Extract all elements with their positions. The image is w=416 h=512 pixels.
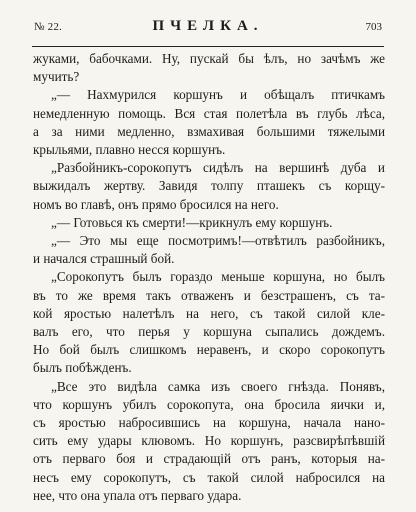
text-line: кой яростью налетѣлъ на него, съ такой силой кле- <box>33 305 385 321</box>
text-line: нее, что она упала отъ перваго удара. <box>33 487 242 503</box>
text-line: съ яростью набросившись на коршуна, начала нано- <box>33 415 385 431</box>
text-line: несъ ему сорокопутъ, съ такой силой набросился на <box>33 469 385 485</box>
text-line: и начался страшный бой. <box>33 251 175 267</box>
body-text <box>33 50 385 505</box>
text-line: мучить? <box>33 69 80 85</box>
text-line: „— Нахмурился коршунъ и обѣщалъ птичкамъ <box>51 87 385 103</box>
journal-title: ПЧЕЛКА. <box>152 18 264 34</box>
text-line: что коршунъ убилъ сорокопута, она бросила яички и, <box>33 396 385 412</box>
paragraph <box>33 86 385 159</box>
text-line: а за ними медленно, взмахивая большими тяжелыми <box>33 123 385 139</box>
text-line: въ то же время такъ отваженъ и безстрашенъ, съ та- <box>33 287 385 303</box>
page-number: 703 <box>365 21 382 33</box>
text-line: „Все это видѣла самка изъ своего гнѣзда. Понявъ, <box>51 378 385 394</box>
page-header <box>0 10 416 36</box>
paragraph <box>33 159 385 214</box>
text-line: „Разбойникъ-сорокопутъ сидѣлъ на вершинѣ дуба и <box>51 160 385 176</box>
text-line: валъ его, что перья у коршуна сыпались дождемъ. <box>33 324 385 340</box>
text-line: жуками, бабочками. Ну, пускай бы ѣлъ, но зачѣмъ же <box>33 51 385 66</box>
text-line: крыльями, плавно несся коршунъ. <box>33 142 226 158</box>
text-line: сить ему удары клювомъ. Но коршунъ, разсвирѣпѣвшій <box>33 433 385 449</box>
paragraph <box>33 378 385 505</box>
paragraph <box>33 50 385 86</box>
issue-number: № 22. <box>34 21 62 33</box>
text-line: „— Это мы еще посмотримъ!—отвѣтилъ разбойникъ, <box>51 233 385 249</box>
text-line: выжидалъ жертву. Завидя толпу пташекъ съ корщу- <box>33 178 385 194</box>
text-line: былъ побѣжденъ. <box>33 360 132 376</box>
paragraph <box>33 268 385 377</box>
paragraph <box>33 214 385 232</box>
paragraph <box>33 232 385 268</box>
text-line: Но бой былъ слишкомъ неравенъ, и скоро сорокопутъ <box>33 342 385 358</box>
text-line: „Сорокопутъ былъ гораздо меньше коршуна, но былъ <box>51 269 385 285</box>
text-line: отъ перваго боя и страдающій отъ ранъ, которыя на- <box>33 451 385 467</box>
header-divider <box>32 46 384 47</box>
text-line: немедленную помощь. Вся стая полетѣла въ глубь лѣса, <box>33 105 385 121</box>
text-line: „— Готовься къ смерти!—крикнулъ ему коршунъ. <box>51 214 333 230</box>
text-line: номъ во главѣ, онъ прямо бросился на него. <box>33 196 279 212</box>
